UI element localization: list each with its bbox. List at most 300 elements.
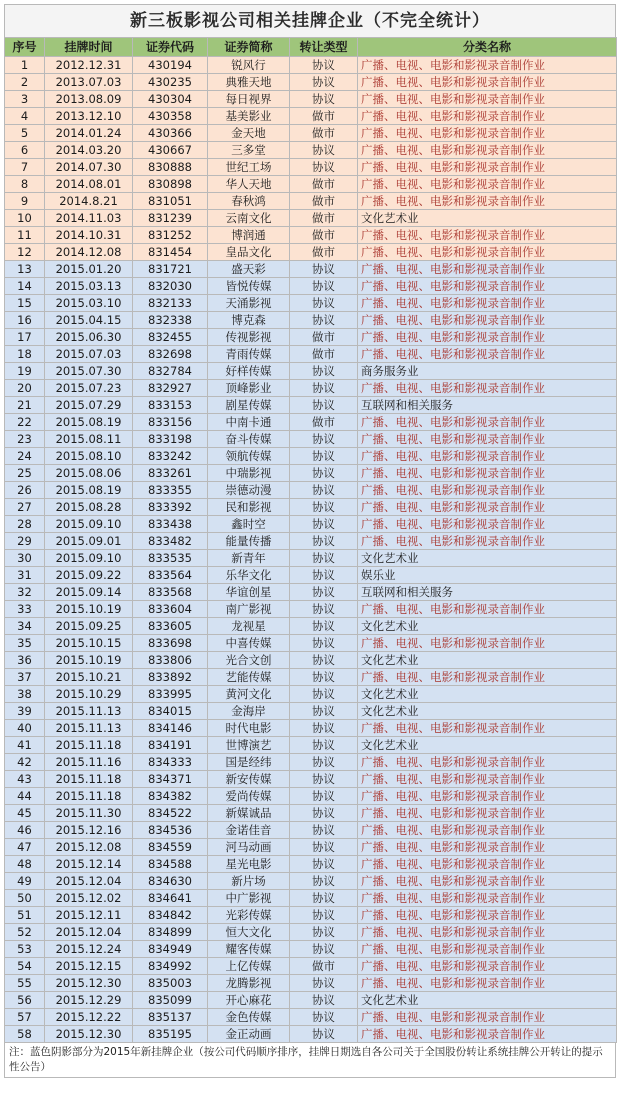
cell-name: 金色传媒 bbox=[208, 1009, 290, 1026]
table-row bbox=[5, 176, 617, 193]
cell-no: 23 bbox=[5, 431, 45, 448]
table-row bbox=[5, 635, 617, 652]
table-row bbox=[5, 958, 617, 975]
table-row bbox=[5, 74, 617, 91]
cell-name: 时代电影 bbox=[208, 720, 290, 737]
cell-name: 中广影视 bbox=[208, 890, 290, 907]
cell-no: 10 bbox=[5, 210, 45, 227]
listing-table bbox=[4, 37, 617, 1043]
cell-code: 834522 bbox=[133, 805, 208, 822]
cell-code: 834382 bbox=[133, 788, 208, 805]
cell-no: 27 bbox=[5, 499, 45, 516]
cell-no: 25 bbox=[5, 465, 45, 482]
cell-type: 做市 bbox=[290, 227, 358, 244]
cell-code: 833261 bbox=[133, 465, 208, 482]
cell-category: 文化艺术业 bbox=[358, 618, 617, 635]
cell-date: 2014.01.24 bbox=[45, 125, 133, 142]
cell-code: 834842 bbox=[133, 907, 208, 924]
cell-type: 协议 bbox=[290, 686, 358, 703]
cell-name: 中喜传媒 bbox=[208, 635, 290, 652]
cell-date: 2015.10.21 bbox=[45, 669, 133, 686]
cell-name: 皇品文化 bbox=[208, 244, 290, 261]
cell-date: 2015.12.30 bbox=[45, 975, 133, 992]
cell-name: 基美影业 bbox=[208, 108, 290, 125]
cell-type: 协议 bbox=[290, 822, 358, 839]
cell-type: 做市 bbox=[290, 193, 358, 210]
cell-code: 830898 bbox=[133, 176, 208, 193]
cell-name: 世博演艺 bbox=[208, 737, 290, 754]
cell-code: 834949 bbox=[133, 941, 208, 958]
cell-date: 2013.12.10 bbox=[45, 108, 133, 125]
cell-no: 47 bbox=[5, 839, 45, 856]
table-row bbox=[5, 380, 617, 397]
table-row bbox=[5, 516, 617, 533]
table-row bbox=[5, 295, 617, 312]
cell-type: 协议 bbox=[290, 635, 358, 652]
listing-sheet bbox=[4, 4, 616, 1078]
cell-no: 37 bbox=[5, 669, 45, 686]
cell-date: 2015.12.04 bbox=[45, 924, 133, 941]
cell-name: 新媒诚品 bbox=[208, 805, 290, 822]
cell-no: 46 bbox=[5, 822, 45, 839]
table-row bbox=[5, 91, 617, 108]
cell-no: 13 bbox=[5, 261, 45, 278]
cell-category: 文化艺术业 bbox=[358, 652, 617, 669]
cell-date: 2015.12.14 bbox=[45, 856, 133, 873]
table-row bbox=[5, 108, 617, 125]
cell-date: 2015.12.11 bbox=[45, 907, 133, 924]
table-row bbox=[5, 737, 617, 754]
cell-no: 38 bbox=[5, 686, 45, 703]
cell-category: 广播、电视、电影和影视录音制作业 bbox=[358, 805, 617, 822]
cell-name: 黄河文化 bbox=[208, 686, 290, 703]
cell-type: 协议 bbox=[290, 601, 358, 618]
cell-no: 5 bbox=[5, 125, 45, 142]
cell-no: 42 bbox=[5, 754, 45, 771]
cell-category: 广播、电视、电影和影视录音制作业 bbox=[358, 278, 617, 295]
cell-category: 广播、电视、电影和影视录音制作业 bbox=[358, 635, 617, 652]
cell-type: 协议 bbox=[290, 261, 358, 278]
cell-code: 833153 bbox=[133, 397, 208, 414]
cell-date: 2014.07.30 bbox=[45, 159, 133, 176]
cell-name: 华谊创星 bbox=[208, 584, 290, 601]
cell-no: 45 bbox=[5, 805, 45, 822]
cell-code: 832338 bbox=[133, 312, 208, 329]
cell-date: 2014.10.31 bbox=[45, 227, 133, 244]
cell-category: 广播、电视、电影和影视录音制作业 bbox=[358, 941, 617, 958]
cell-type: 协议 bbox=[290, 703, 358, 720]
cell-code: 430304 bbox=[133, 91, 208, 108]
table-row bbox=[5, 720, 617, 737]
table-row bbox=[5, 686, 617, 703]
cell-type: 做市 bbox=[290, 176, 358, 193]
table-row bbox=[5, 465, 617, 482]
cell-no: 43 bbox=[5, 771, 45, 788]
cell-name: 乐华文化 bbox=[208, 567, 290, 584]
cell-type: 协议 bbox=[290, 788, 358, 805]
cell-code: 835099 bbox=[133, 992, 208, 1009]
cell-code: 833568 bbox=[133, 584, 208, 601]
cell-type: 协议 bbox=[290, 91, 358, 108]
cell-code: 833995 bbox=[133, 686, 208, 703]
cell-date: 2015.10.15 bbox=[45, 635, 133, 652]
table-row bbox=[5, 601, 617, 618]
cell-type: 协议 bbox=[290, 669, 358, 686]
cell-category: 商务服务业 bbox=[358, 363, 617, 380]
cell-code: 833535 bbox=[133, 550, 208, 567]
table-row bbox=[5, 567, 617, 584]
cell-name: 世纪工场 bbox=[208, 159, 290, 176]
cell-name: 耀客传媒 bbox=[208, 941, 290, 958]
table-row bbox=[5, 210, 617, 227]
header-type: 转让类型 bbox=[290, 38, 358, 57]
cell-type: 协议 bbox=[290, 499, 358, 516]
cell-name: 剧星传媒 bbox=[208, 397, 290, 414]
cell-type: 协议 bbox=[290, 924, 358, 941]
cell-type: 协议 bbox=[290, 1009, 358, 1026]
table-row bbox=[5, 703, 617, 720]
cell-date: 2015.09.14 bbox=[45, 584, 133, 601]
sheet-title: 新三板影视公司相关挂牌企业（不完全统计） bbox=[4, 4, 616, 37]
cell-code: 835195 bbox=[133, 1026, 208, 1043]
cell-name: 新片场 bbox=[208, 873, 290, 890]
cell-category: 广播、电视、电影和影视录音制作业 bbox=[358, 499, 617, 516]
cell-code: 833156 bbox=[133, 414, 208, 431]
cell-code: 834630 bbox=[133, 873, 208, 890]
cell-name: 盛天彩 bbox=[208, 261, 290, 278]
cell-code: 430235 bbox=[133, 74, 208, 91]
cell-code: 831721 bbox=[133, 261, 208, 278]
cell-code: 835003 bbox=[133, 975, 208, 992]
cell-category: 广播、电视、电影和影视录音制作业 bbox=[358, 839, 617, 856]
cell-type: 协议 bbox=[290, 975, 358, 992]
cell-name: 光合文创 bbox=[208, 652, 290, 669]
header-row bbox=[5, 38, 617, 57]
cell-category: 广播、电视、电影和影视录音制作业 bbox=[358, 516, 617, 533]
cell-date: 2015.12.02 bbox=[45, 890, 133, 907]
cell-category: 互联网和相关服务 bbox=[358, 397, 617, 414]
cell-name: 中瑞影视 bbox=[208, 465, 290, 482]
cell-name: 典雅天地 bbox=[208, 74, 290, 91]
header-code: 证券代码 bbox=[133, 38, 208, 57]
cell-type: 协议 bbox=[290, 907, 358, 924]
cell-date: 2015.08.06 bbox=[45, 465, 133, 482]
cell-type: 协议 bbox=[290, 431, 358, 448]
cell-no: 20 bbox=[5, 380, 45, 397]
table-row bbox=[5, 329, 617, 346]
table-row bbox=[5, 414, 617, 431]
cell-category: 广播、电视、电影和影视录音制作业 bbox=[358, 244, 617, 261]
cell-type: 协议 bbox=[290, 890, 358, 907]
cell-category: 广播、电视、电影和影视录音制作业 bbox=[358, 958, 617, 975]
cell-name: 奋斗传媒 bbox=[208, 431, 290, 448]
cell-date: 2013.07.03 bbox=[45, 74, 133, 91]
cell-type: 协议 bbox=[290, 567, 358, 584]
cell-no: 22 bbox=[5, 414, 45, 431]
cell-code: 833605 bbox=[133, 618, 208, 635]
cell-type: 协议 bbox=[290, 652, 358, 669]
cell-category: 广播、电视、电影和影视录音制作业 bbox=[358, 856, 617, 873]
cell-type: 协议 bbox=[290, 550, 358, 567]
cell-no: 44 bbox=[5, 788, 45, 805]
table-row bbox=[5, 856, 617, 873]
cell-category: 广播、电视、电影和影视录音制作业 bbox=[358, 907, 617, 924]
cell-date: 2015.08.11 bbox=[45, 431, 133, 448]
cell-type: 协议 bbox=[290, 737, 358, 754]
cell-date: 2015.12.30 bbox=[45, 1026, 133, 1043]
cell-category: 广播、电视、电影和影视录音制作业 bbox=[358, 890, 617, 907]
cell-no: 34 bbox=[5, 618, 45, 635]
table-row bbox=[5, 822, 617, 839]
cell-no: 53 bbox=[5, 941, 45, 958]
table-row bbox=[5, 975, 617, 992]
header-category: 分类名称 bbox=[358, 38, 617, 57]
header-name: 证券简称 bbox=[208, 38, 290, 57]
cell-date: 2015.06.30 bbox=[45, 329, 133, 346]
cell-no: 48 bbox=[5, 856, 45, 873]
cell-date: 2015.03.13 bbox=[45, 278, 133, 295]
cell-category: 广播、电视、电影和影视录音制作业 bbox=[358, 380, 617, 397]
cell-date: 2015.10.29 bbox=[45, 686, 133, 703]
table-row bbox=[5, 363, 617, 380]
cell-date: 2015.11.18 bbox=[45, 788, 133, 805]
table-row bbox=[5, 312, 617, 329]
cell-date: 2015.10.19 bbox=[45, 601, 133, 618]
cell-name: 开心麻花 bbox=[208, 992, 290, 1009]
table-row bbox=[5, 142, 617, 159]
cell-code: 833392 bbox=[133, 499, 208, 516]
cell-category: 文化艺术业 bbox=[358, 686, 617, 703]
cell-no: 57 bbox=[5, 1009, 45, 1026]
table-row bbox=[5, 550, 617, 567]
cell-no: 6 bbox=[5, 142, 45, 159]
cell-type: 协议 bbox=[290, 363, 358, 380]
cell-no: 54 bbox=[5, 958, 45, 975]
table-row bbox=[5, 533, 617, 550]
cell-no: 49 bbox=[5, 873, 45, 890]
cell-date: 2015.08.28 bbox=[45, 499, 133, 516]
table-row bbox=[5, 805, 617, 822]
table-row bbox=[5, 788, 617, 805]
cell-no: 28 bbox=[5, 516, 45, 533]
cell-name: 金海岸 bbox=[208, 703, 290, 720]
table-row bbox=[5, 159, 617, 176]
cell-type: 协议 bbox=[290, 839, 358, 856]
cell-name: 星光电影 bbox=[208, 856, 290, 873]
cell-category: 广播、电视、电影和影视录音制作业 bbox=[358, 975, 617, 992]
cell-category: 广播、电视、电影和影视录音制作业 bbox=[358, 125, 617, 142]
cell-name: 天涌影视 bbox=[208, 295, 290, 312]
table-row bbox=[5, 754, 617, 771]
table-row bbox=[5, 278, 617, 295]
cell-type: 协议 bbox=[290, 142, 358, 159]
cell-code: 834992 bbox=[133, 958, 208, 975]
cell-date: 2015.11.18 bbox=[45, 771, 133, 788]
cell-name: 金天地 bbox=[208, 125, 290, 142]
table-row bbox=[5, 873, 617, 890]
cell-category: 广播、电视、电影和影视录音制作业 bbox=[358, 669, 617, 686]
cell-no: 19 bbox=[5, 363, 45, 380]
cell-date: 2015.10.19 bbox=[45, 652, 133, 669]
cell-code: 832784 bbox=[133, 363, 208, 380]
table-row bbox=[5, 584, 617, 601]
cell-date: 2015.08.10 bbox=[45, 448, 133, 465]
table-row bbox=[5, 431, 617, 448]
cell-category: 广播、电视、电影和影视录音制作业 bbox=[358, 601, 617, 618]
cell-name: 光彩传媒 bbox=[208, 907, 290, 924]
cell-name: 华人天地 bbox=[208, 176, 290, 193]
cell-no: 32 bbox=[5, 584, 45, 601]
cell-date: 2015.07.03 bbox=[45, 346, 133, 363]
cell-date: 2014.11.03 bbox=[45, 210, 133, 227]
cell-name: 每日视界 bbox=[208, 91, 290, 108]
cell-category: 广播、电视、电影和影视录音制作业 bbox=[358, 720, 617, 737]
cell-date: 2015.12.04 bbox=[45, 873, 133, 890]
cell-category: 广播、电视、电影和影视录音制作业 bbox=[358, 346, 617, 363]
cell-date: 2015.09.01 bbox=[45, 533, 133, 550]
cell-date: 2014.8.21 bbox=[45, 193, 133, 210]
cell-no: 18 bbox=[5, 346, 45, 363]
cell-name: 云南文化 bbox=[208, 210, 290, 227]
cell-name: 皆悦传媒 bbox=[208, 278, 290, 295]
cell-code: 834371 bbox=[133, 771, 208, 788]
cell-no: 7 bbox=[5, 159, 45, 176]
cell-type: 做市 bbox=[290, 958, 358, 975]
cell-category: 广播、电视、电影和影视录音制作业 bbox=[358, 822, 617, 839]
cell-date: 2015.07.23 bbox=[45, 380, 133, 397]
cell-category: 广播、电视、电影和影视录音制作业 bbox=[358, 431, 617, 448]
table-row bbox=[5, 771, 617, 788]
cell-category: 广播、电视、电影和影视录音制作业 bbox=[358, 261, 617, 278]
cell-type: 协议 bbox=[290, 397, 358, 414]
cell-type: 协议 bbox=[290, 992, 358, 1009]
cell-code: 832030 bbox=[133, 278, 208, 295]
table-row bbox=[5, 652, 617, 669]
cell-no: 11 bbox=[5, 227, 45, 244]
cell-name: 艺能传媒 bbox=[208, 669, 290, 686]
cell-date: 2015.09.22 bbox=[45, 567, 133, 584]
cell-category: 娱乐业 bbox=[358, 567, 617, 584]
cell-code: 831252 bbox=[133, 227, 208, 244]
cell-no: 26 bbox=[5, 482, 45, 499]
table-row bbox=[5, 669, 617, 686]
cell-no: 36 bbox=[5, 652, 45, 669]
cell-type: 协议 bbox=[290, 448, 358, 465]
cell-name: 顶峰影业 bbox=[208, 380, 290, 397]
cell-type: 协议 bbox=[290, 1026, 358, 1043]
cell-category: 广播、电视、电影和影视录音制作业 bbox=[358, 91, 617, 108]
cell-name: 爱尚传媒 bbox=[208, 788, 290, 805]
cell-code: 833892 bbox=[133, 669, 208, 686]
cell-name: 龙腾影视 bbox=[208, 975, 290, 992]
cell-type: 做市 bbox=[290, 414, 358, 431]
cell-date: 2015.12.24 bbox=[45, 941, 133, 958]
cell-name: 国是经纬 bbox=[208, 754, 290, 771]
cell-date: 2015.12.16 bbox=[45, 822, 133, 839]
cell-category: 广播、电视、电影和影视录音制作业 bbox=[358, 1009, 617, 1026]
cell-category: 文化艺术业 bbox=[358, 210, 617, 227]
cell-category: 文化艺术业 bbox=[358, 992, 617, 1009]
table-row bbox=[5, 1026, 617, 1043]
cell-no: 17 bbox=[5, 329, 45, 346]
cell-code: 831454 bbox=[133, 244, 208, 261]
cell-date: 2014.08.01 bbox=[45, 176, 133, 193]
cell-category: 广播、电视、电影和影视录音制作业 bbox=[358, 295, 617, 312]
table-row bbox=[5, 346, 617, 363]
table-row bbox=[5, 992, 617, 1009]
cell-name: 龙视星 bbox=[208, 618, 290, 635]
cell-no: 9 bbox=[5, 193, 45, 210]
cell-name: 博润通 bbox=[208, 227, 290, 244]
cell-category: 文化艺术业 bbox=[358, 703, 617, 720]
cell-date: 2015.07.30 bbox=[45, 363, 133, 380]
cell-code: 833604 bbox=[133, 601, 208, 618]
cell-name: 上亿传媒 bbox=[208, 958, 290, 975]
cell-name: 春秋鸿 bbox=[208, 193, 290, 210]
cell-name: 三多堂 bbox=[208, 142, 290, 159]
cell-name: 南广影视 bbox=[208, 601, 290, 618]
cell-category: 广播、电视、电影和影视录音制作业 bbox=[358, 1026, 617, 1043]
cell-name: 领航传媒 bbox=[208, 448, 290, 465]
cell-date: 2012.12.31 bbox=[45, 57, 133, 74]
cell-date: 2015.11.30 bbox=[45, 805, 133, 822]
cell-category: 广播、电视、电影和影视录音制作业 bbox=[358, 771, 617, 788]
table-row bbox=[5, 890, 617, 907]
cell-no: 33 bbox=[5, 601, 45, 618]
cell-type: 协议 bbox=[290, 805, 358, 822]
table-row bbox=[5, 1009, 617, 1026]
cell-type: 协议 bbox=[290, 516, 358, 533]
cell-category: 广播、电视、电影和影视录音制作业 bbox=[358, 57, 617, 74]
cell-name: 中南卡通 bbox=[208, 414, 290, 431]
cell-no: 30 bbox=[5, 550, 45, 567]
cell-code: 430366 bbox=[133, 125, 208, 142]
cell-category: 互联网和相关服务 bbox=[358, 584, 617, 601]
cell-date: 2015.07.29 bbox=[45, 397, 133, 414]
cell-code: 834191 bbox=[133, 737, 208, 754]
cell-date: 2015.12.15 bbox=[45, 958, 133, 975]
cell-no: 4 bbox=[5, 108, 45, 125]
cell-no: 12 bbox=[5, 244, 45, 261]
cell-category: 广播、电视、电影和影视录音制作业 bbox=[358, 74, 617, 91]
cell-code: 832698 bbox=[133, 346, 208, 363]
cell-type: 协议 bbox=[290, 941, 358, 958]
table-row bbox=[5, 125, 617, 142]
cell-code: 833482 bbox=[133, 533, 208, 550]
cell-date: 2015.11.16 bbox=[45, 754, 133, 771]
cell-name: 传视影视 bbox=[208, 329, 290, 346]
cell-date: 2015.03.10 bbox=[45, 295, 133, 312]
cell-code: 834146 bbox=[133, 720, 208, 737]
cell-code: 834333 bbox=[133, 754, 208, 771]
cell-type: 做市 bbox=[290, 210, 358, 227]
cell-type: 做市 bbox=[290, 125, 358, 142]
cell-no: 56 bbox=[5, 992, 45, 1009]
cell-date: 2015.12.22 bbox=[45, 1009, 133, 1026]
cell-type: 做市 bbox=[290, 244, 358, 261]
cell-type: 协议 bbox=[290, 465, 358, 482]
cell-date: 2015.09.10 bbox=[45, 550, 133, 567]
cell-no: 52 bbox=[5, 924, 45, 941]
table-row bbox=[5, 57, 617, 74]
cell-code: 832455 bbox=[133, 329, 208, 346]
cell-code: 833198 bbox=[133, 431, 208, 448]
cell-type: 协议 bbox=[290, 74, 358, 91]
cell-type: 协议 bbox=[290, 380, 358, 397]
cell-date: 2015.01.20 bbox=[45, 261, 133, 278]
cell-type: 做市 bbox=[290, 346, 358, 363]
cell-code: 834899 bbox=[133, 924, 208, 941]
